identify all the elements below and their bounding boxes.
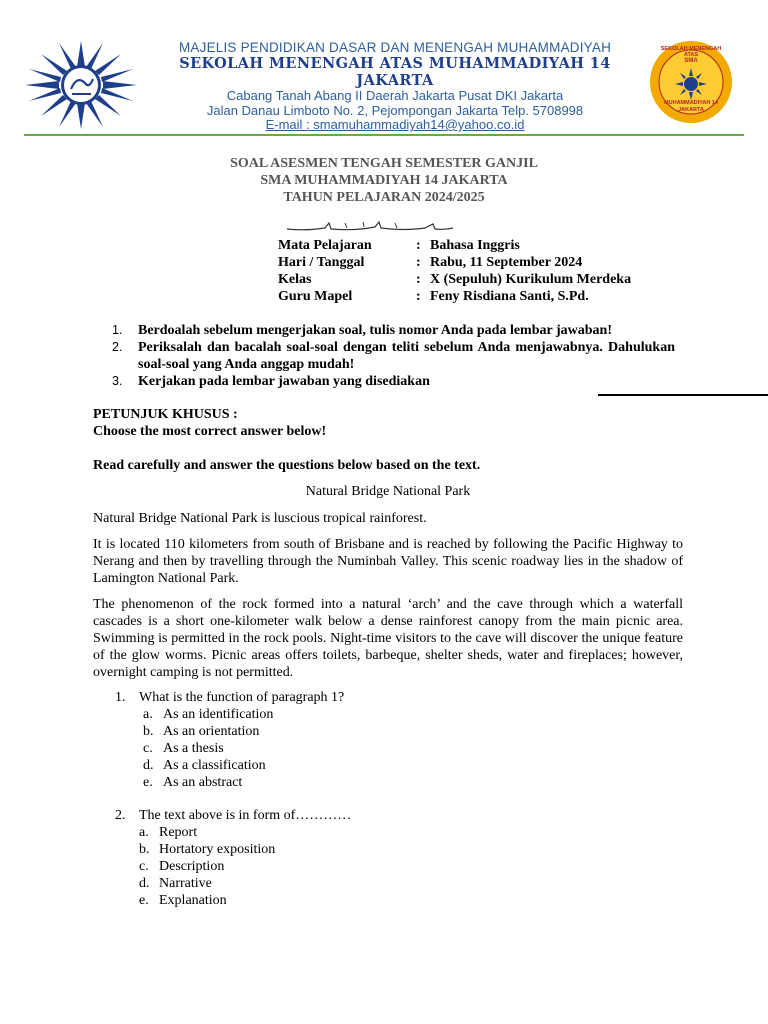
exam-school: SMA MUHAMMADIYAH 14 JAKARTA: [260, 173, 508, 188]
answer-option-b[interactable]: [143, 723, 675, 740]
info-value: Bahasa Inggris: [430, 238, 520, 253]
info-row-teacher: [278, 288, 631, 305]
exam-info: [278, 237, 631, 305]
exam-year: TAHUN PELAJARAN 2024/2025: [283, 190, 485, 205]
option-letter: b.: [143, 724, 154, 739]
instruction-item: [112, 373, 675, 390]
info-value: X (Sepuluh) Kurikulum Merdeka: [430, 272, 632, 287]
option-text: As an identification: [163, 707, 274, 722]
section-divider: [598, 394, 768, 396]
header-school-name: [130, 55, 660, 89]
option-text: Description: [159, 859, 225, 874]
option-text: Report: [159, 825, 198, 840]
header-branch: Cabang Tanah Abang II Daerah Jakarta Pusat DKI Jakarta: [226, 88, 564, 103]
muhammadiyah-logo: [22, 40, 140, 130]
instruction-text: Kerjakan pada lembar jawaban yang disediakan: [138, 374, 430, 389]
instruction-item: [112, 339, 675, 373]
instruction-text: Berdoalah sebelum mengerjakan soal, tulis nomor Anda pada lembar jawaban!: [138, 323, 612, 338]
option-letter: a.: [139, 825, 149, 840]
special-heading: PETUNJUK KHUSUS :: [93, 407, 238, 422]
answer-option-d[interactable]: [139, 875, 675, 892]
answer-options: [139, 824, 675, 909]
answer-option-c[interactable]: [143, 740, 675, 757]
passage-paragraph-1: Natural Bridge National Park is luscious tropical rainforest.: [93, 511, 427, 526]
info-row-class: [278, 271, 631, 288]
question-number: 2.: [115, 808, 126, 823]
question-text: The text above is in form of…………: [139, 808, 352, 823]
option-letter: e.: [139, 893, 149, 908]
option-text: As a classification: [163, 758, 266, 773]
info-sep: :: [416, 289, 421, 304]
school-seal: [649, 40, 733, 124]
header-email[interactable]: E-mail : smamuhammadiyah14@yahoo.co.id: [265, 117, 525, 132]
info-key: Mata Pelajaran: [278, 238, 372, 253]
option-text: As an orientation: [163, 724, 260, 739]
header-divider: [24, 134, 744, 136]
instruction-number: 3.: [112, 374, 123, 388]
info-sep: :: [416, 238, 421, 253]
instruction-number: 2.: [112, 340, 123, 354]
seal-text-top: SEKOLAH MENENGAH ATAS: [660, 46, 722, 58]
info-key: Hari / Tanggal: [278, 255, 365, 270]
header-school-name-line1: SEKOLAH MENENGAH ATAS MUHAMMADIYAH 14: [179, 55, 611, 72]
info-value: Feny Risdiana Santi, S.Pd.: [430, 289, 589, 304]
answer-option-e[interactable]: [143, 774, 675, 791]
info-value: Rabu, 11 September 2024: [430, 255, 583, 270]
option-letter: b.: [139, 842, 150, 857]
option-text: Explanation: [159, 893, 227, 908]
question-stem: [115, 807, 675, 824]
question-stem: [115, 689, 675, 706]
info-sep: :: [416, 272, 421, 287]
header-organization: MAJELIS PENDIDIKAN DASAR DAN MENENGAH MUHAMMADIYAH: [178, 40, 612, 55]
answer-option-a[interactable]: [143, 706, 675, 723]
option-letter: d.: [139, 876, 150, 891]
info-key: Kelas: [278, 272, 312, 287]
option-letter: a.: [143, 707, 153, 722]
seal-text-city: JAKARTA: [678, 107, 704, 113]
question-text: What is the function of paragraph 1?: [139, 690, 345, 705]
passage-paragraph-2: It is located 110 kilometers from south of Brisbane and is reached by following the Pacific Highway to Nerang and then by travelling through the Numinbah Valley. This scenic roadway lies in the shadow of Lamington National Park.: [93, 537, 683, 586]
instruction-text: Periksalah dan bacalah soal-soal dengan teliti sebelum Anda menjawabnya. Dahulukan soal-soal yang Anda anggap mudah!: [138, 340, 675, 372]
answer-option-e[interactable]: [139, 892, 675, 909]
option-letter: c.: [139, 859, 149, 874]
instruction-item: [112, 322, 675, 339]
special-subheading: Choose the most correct answer below!: [93, 424, 327, 439]
option-letter: d.: [143, 758, 154, 773]
exam-title: SOAL ASESMEN TENGAH SEMESTER GANJIL: [230, 156, 538, 171]
option-text: Hortatory exposition: [159, 842, 276, 857]
info-sep: :: [416, 255, 421, 270]
option-letter: c.: [143, 741, 153, 756]
option-letter: e.: [143, 775, 153, 790]
question-2: [115, 807, 675, 909]
answer-option-b[interactable]: [139, 841, 675, 858]
bismillah-calligraphy: [285, 219, 455, 233]
instruction-number: 1.: [112, 323, 123, 337]
reading-instruction: Read carefully and answer the questions below based on the text.: [93, 458, 481, 473]
question-1: [115, 689, 675, 791]
muhammadiyah-sun-logo-icon: [22, 40, 140, 130]
bismillah-calligraphy-icon: [285, 219, 455, 233]
general-instructions: [112, 322, 675, 390]
answer-option-d[interactable]: [143, 757, 675, 774]
header-school-name-line2: JAKARTA: [356, 72, 434, 89]
answer-options: [143, 706, 675, 791]
info-row-date: [278, 254, 631, 271]
header-address: Jalan Danau Limboto No. 2, Pejompongan Jakarta Telp. 5708998: [206, 103, 584, 118]
seal-text-mid: SMA: [684, 58, 698, 64]
seal-text-bottom: MUHAMMADIYAH 14: [664, 100, 718, 106]
question-number: 1.: [115, 690, 126, 705]
answer-option-a[interactable]: [139, 824, 675, 841]
option-text: As a thesis: [163, 741, 224, 756]
passage-paragraph-3: The phenomenon of the rock formed into a natural ‘arch’ and the cave through which a waterfall cascades is a short one-kilometer walk below a dense rainforest canopy from the main picnic area. Swimming is permitted in the rock pools. Night-time visitors to the cave will discover the unique feature of the glow worms. Picnic areas offers toilets, barbeque, shelter sheds, water and fireplaces; however, overnight camping is not permitted.: [93, 597, 683, 680]
passage-title: Natural Bridge National Park: [305, 484, 471, 499]
info-row-subject: [278, 237, 631, 254]
answer-option-c[interactable]: [139, 858, 675, 875]
option-text: Narrative: [159, 876, 212, 891]
option-text: As an abstract: [163, 775, 243, 790]
info-key: Guru Mapel: [278, 289, 353, 304]
